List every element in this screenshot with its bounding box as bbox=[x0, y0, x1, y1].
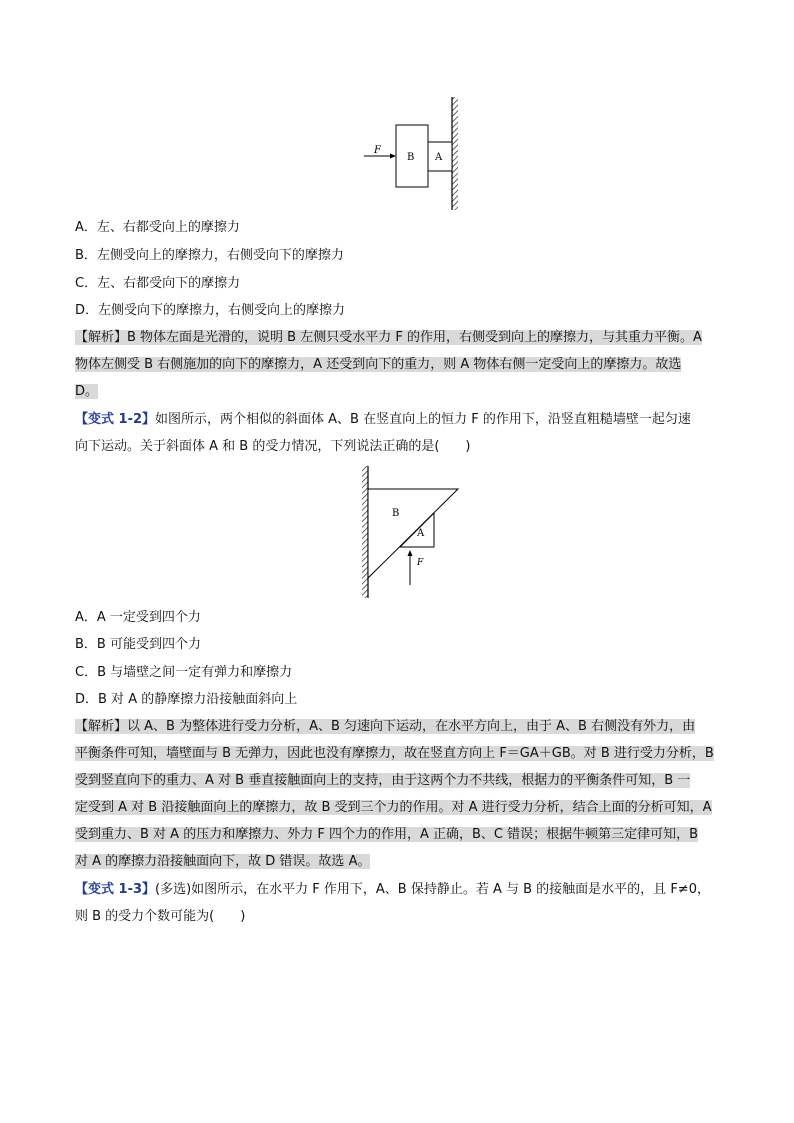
q2-stem-line-2: 向下运动。关于斜面体 A 和 B 的受力情况，下列说法正确的是( ) bbox=[75, 439, 471, 454]
wedge-b-label: B bbox=[392, 508, 400, 519]
q2-analysis-line-1: 【解析】以 A、B 为整体进行受力分析，A、B 匀速向下运动，在水平方向上，由于 A、B 右侧没有外力，由 bbox=[75, 719, 696, 734]
q3-stem-text-1: (多选)如图所示，在水平力 F 作用下，A、B 保持静止。若 A 与 B 的接触面是水平的，且 F≠0， bbox=[155, 882, 710, 897]
figure-wedges-wall bbox=[358, 463, 468, 603]
q3-stem-line-1 bbox=[75, 880, 710, 900]
q1-option-a: A．左、右都受向上的摩擦力 bbox=[75, 220, 240, 235]
q2-tag: 【变式 1-2】 bbox=[75, 412, 156, 427]
figure-block-wall bbox=[360, 95, 470, 215]
q1-option-d: D．左侧受向下的摩擦力，右侧受向上的摩擦力 bbox=[75, 303, 346, 318]
q1-analysis-line-2: 物体左侧受 B 右侧施加的向下的摩擦力，A 还受到向下的重力，则 A 物体右侧一定受向上的摩擦力。故选 bbox=[75, 357, 682, 372]
q2-option-a: A．A 一定受到四个力 bbox=[75, 610, 201, 625]
q2-option-d: D．B 对 A 的静摩擦力沿接触面斜向上 bbox=[75, 692, 298, 707]
q2-analysis-line-6: 对 A 的摩擦力沿接触面向下，故 D 错误。故选 A。 bbox=[75, 854, 371, 869]
q2-option-b: B．B 可能受到四个力 bbox=[75, 637, 201, 652]
q2-stem-text-1: 如图所示，两个相似的斜面体 A、B 在竖直向上的恒力 F 的作用下，沿竖直粗糙墙壁一起匀速 bbox=[155, 412, 691, 427]
q2-option-c: C．B 与墙壁之间一定有弹力和摩擦力 bbox=[75, 665, 293, 680]
wall-hatch bbox=[362, 466, 368, 598]
q1-option-b: B．左侧受向上的摩擦力，右侧受向下的摩擦力 bbox=[75, 248, 344, 263]
q2-analysis-line-5: 受到重力、B 对 A 的压力和摩擦力、外力 F 四个力的作用，A 正确，B、C 错误；根据牛顿第三定律可知，B bbox=[75, 827, 699, 842]
wall-hatch bbox=[452, 97, 458, 210]
q2-analysis-line-4: 定受到 A 对 B 沿接触面向上的摩擦力，故 B 受到三个力的作用。对 A 进行受力分析，结合上面的分析可知，A bbox=[75, 800, 712, 815]
q1-analysis-line-1: 【解析】B 物体左面是光滑的，说明 B 左侧只受水平力 F 的作用，右侧受到向上的摩擦力，与其重力平衡。A bbox=[75, 330, 702, 345]
force-label: F bbox=[374, 145, 381, 156]
block-b-label: B bbox=[407, 152, 415, 163]
q3-stem-line-2: 则 B 的受力个数可能为( ) bbox=[75, 909, 246, 924]
q2-analysis-line-2: 平衡条件可知，墙壁面与 B 无弹力，因此也没有摩擦力，故在竖直方向上 F＝GA＋GB。对 B 进行受力分析，B bbox=[75, 746, 714, 761]
q1-option-c: C．左、右都受向下的摩擦力 bbox=[75, 276, 241, 291]
force-label: F bbox=[417, 558, 424, 568]
q3-tag: 【变式 1-3】 bbox=[75, 882, 156, 897]
block-a-label: A bbox=[435, 152, 443, 163]
force-arrowhead bbox=[408, 550, 413, 556]
force-arrowhead bbox=[390, 154, 396, 159]
q1-analysis-line-3: D。 bbox=[75, 384, 99, 399]
q2-analysis-line-3: 受到竖直向下的重力、A 对 B 垂直接触面向上的支持，由于这两个力不共线，根据力的平衡条件可知，B 一 bbox=[75, 773, 691, 788]
wedge-a-label: A bbox=[417, 528, 425, 539]
q2-stem-line-1 bbox=[75, 410, 691, 430]
